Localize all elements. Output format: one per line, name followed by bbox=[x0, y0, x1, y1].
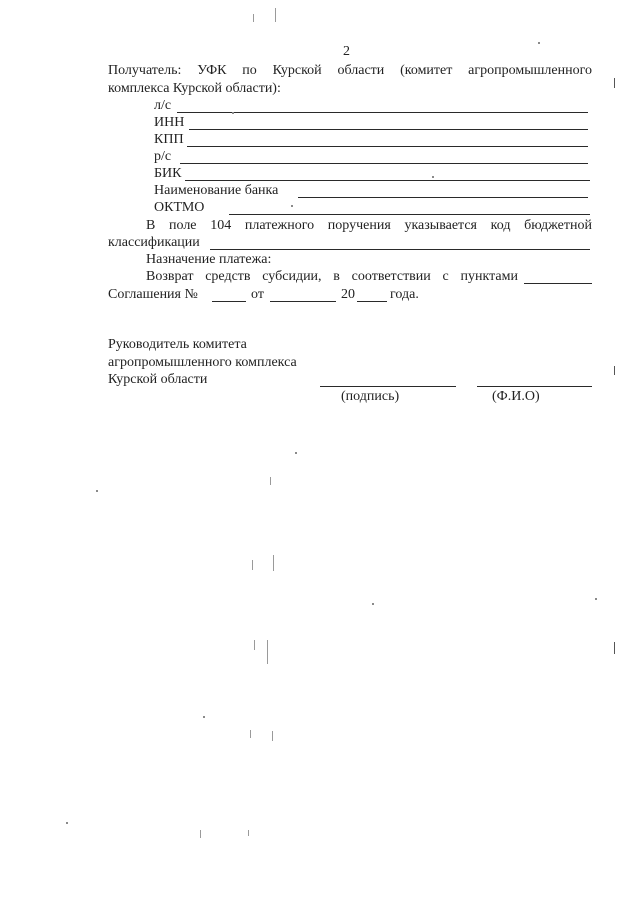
purpose-points-line bbox=[524, 283, 592, 284]
field104-word: поле bbox=[169, 218, 197, 233]
scan-speck bbox=[295, 452, 297, 454]
scan-speck bbox=[200, 830, 201, 838]
field104-line-1 bbox=[146, 219, 592, 233]
scan-speck bbox=[275, 8, 276, 22]
scan-speck bbox=[254, 640, 255, 650]
field104-word: код bbox=[490, 218, 511, 233]
signer-title-line-2: агропромышленного комплекса bbox=[108, 355, 297, 370]
field104-line-2: классификации bbox=[108, 235, 200, 250]
recipient-word: (комитет bbox=[400, 63, 453, 78]
signature-caption: (подпись) bbox=[341, 389, 400, 404]
field-inn-label: ИНН bbox=[154, 115, 185, 130]
agreement-year-suffix: года. bbox=[390, 287, 419, 302]
scan-speck bbox=[291, 205, 293, 207]
signer-title-line-3: Курской области bbox=[108, 372, 208, 387]
agreement-number-line bbox=[212, 301, 246, 302]
scan-speck bbox=[252, 560, 253, 570]
scan-speck bbox=[66, 822, 68, 824]
scan-speck bbox=[250, 730, 251, 738]
purpose-word: соответствии bbox=[351, 269, 431, 284]
scan-speck bbox=[614, 366, 615, 375]
scan-speck bbox=[270, 477, 271, 485]
scan-speck bbox=[614, 78, 615, 88]
recipient-word: области bbox=[337, 63, 385, 78]
field-oktmo-label: ОКТМО bbox=[154, 200, 205, 215]
purpose-line-1 bbox=[146, 270, 518, 284]
field104-word: 104 bbox=[210, 218, 232, 233]
full-name-line bbox=[477, 386, 592, 387]
purpose-word: с bbox=[442, 269, 449, 284]
field-rs-label: р/с bbox=[154, 149, 172, 164]
scan-speck bbox=[538, 42, 540, 44]
agreement-year-prefix: 20 bbox=[341, 287, 355, 302]
scan-speck bbox=[273, 555, 274, 571]
scan-speck bbox=[272, 731, 273, 741]
field104-word: поручения bbox=[327, 218, 391, 233]
field-inn-line bbox=[189, 129, 588, 130]
agreement-prefix: Соглашения № bbox=[108, 287, 198, 302]
scan-speck bbox=[232, 112, 234, 114]
recipient-line-1 bbox=[108, 64, 592, 78]
scan-speck bbox=[432, 176, 434, 178]
purpose-word: пунктами bbox=[460, 269, 518, 284]
field104-word: платежного bbox=[244, 218, 315, 233]
field-bik-label: БИК bbox=[154, 166, 182, 181]
recipient-word: Курской bbox=[272, 63, 322, 78]
purpose-word: средств bbox=[205, 269, 251, 284]
recipient-line-2: комплекса Курской области): bbox=[108, 81, 281, 96]
field-rs-line bbox=[180, 163, 588, 164]
field-bank-label: Наименование банка bbox=[154, 183, 279, 198]
signer-title-line-1: Руководитель комитета bbox=[108, 337, 247, 352]
scan-speck bbox=[248, 830, 249, 836]
purpose-label: Назначение платежа: bbox=[146, 252, 272, 267]
scan-speck bbox=[253, 14, 254, 22]
field-kpp-line bbox=[187, 146, 588, 147]
signature-line bbox=[320, 386, 456, 387]
field-bik-line bbox=[185, 180, 590, 181]
scan-speck bbox=[203, 716, 205, 718]
scan-speck bbox=[267, 640, 268, 664]
field-oktmo-line bbox=[229, 214, 590, 215]
purpose-word: в bbox=[333, 269, 340, 284]
agreement-date-line bbox=[270, 301, 336, 302]
field104-word: бюджетной bbox=[524, 218, 592, 233]
scan-speck bbox=[614, 642, 615, 654]
field-kpp-label: КПП bbox=[154, 132, 184, 147]
field104-word: указывается bbox=[404, 218, 477, 233]
field-ls-label: л/с bbox=[154, 98, 172, 113]
full-name-caption: (Ф.И.О) bbox=[492, 389, 540, 404]
recipient-word: по bbox=[242, 63, 257, 78]
field-bank-line bbox=[298, 197, 588, 198]
purpose-word: субсидии, bbox=[262, 269, 322, 284]
agreement-year-line bbox=[357, 301, 387, 302]
recipient-word: УФК bbox=[197, 63, 227, 78]
recipient-word: агропромышленного bbox=[468, 63, 592, 78]
scan-speck bbox=[96, 490, 98, 492]
purpose-word: Возврат bbox=[146, 269, 194, 284]
agreement-from: от bbox=[251, 287, 264, 302]
scan-speck bbox=[595, 598, 597, 600]
scan-speck bbox=[372, 603, 374, 605]
field104-word: В bbox=[146, 218, 156, 233]
field104-kbk-line bbox=[210, 249, 590, 250]
field-ls-line bbox=[177, 112, 588, 113]
page-number: 2 bbox=[343, 44, 350, 59]
recipient-word: Получатель: bbox=[108, 63, 182, 78]
